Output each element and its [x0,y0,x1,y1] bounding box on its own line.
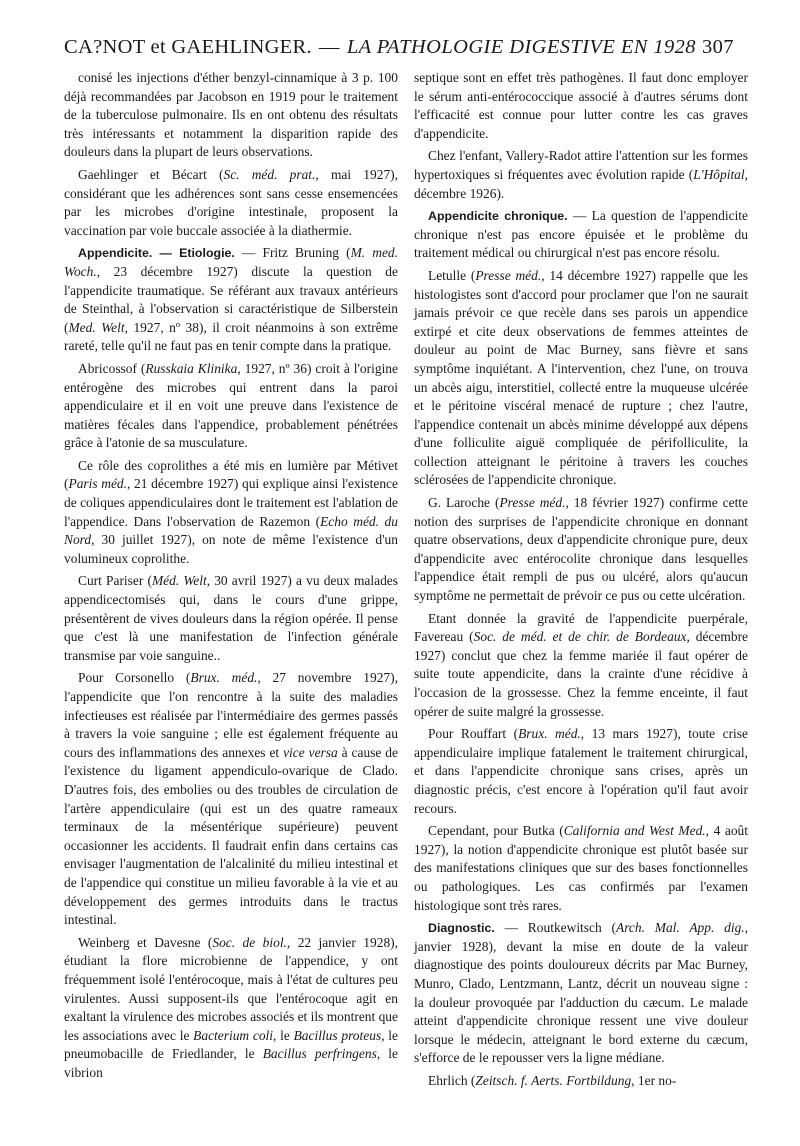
paragraph-text: , décembre 1926). [414,166,748,201]
paragraph-text: Ce rôle des coprolithes a été mis en lumière par Métivet ( [64,457,398,492]
paragraph [64,69,398,162]
paragraph [414,207,748,263]
paragraph-text: Weinberg et Davesne ( [78,934,213,950]
paragraph [414,919,748,1068]
paragraph-text: Pour Rouffart ( [428,726,519,742]
paragraph-text: Chez l'enfant, Vallery-Radot attire l'attention sur les formes hypertoxiques si fréquentes avec évolution rapide ( [414,148,748,182]
right-column [414,69,748,1090]
citation-source: Paris méd. [68,476,128,492]
citation-source: California and West Med. [563,823,706,839]
paragraph-text: , 23 décembre 1927) discute la question de l'appendicite traumatique. Se référant aux travaux antérieurs de Steinthal, à l'observation si caractéristique de Silberstein ( [64,263,398,335]
paragraph [414,822,748,915]
citation-source: vice versa [283,744,338,760]
paragraph [64,360,398,453]
paragraph-text: , 13 mars 1927), toute crise appendiculaire implique fatalement le traitement chirurgical, et dans l'appendicite chronique sans crises, après un diagnostic précis, c'est encore à l'opération qu'il faut avoir recours. [414,726,748,816]
paragraph [64,166,398,240]
paragraph [414,494,748,606]
citation-source: Brux. méd. [518,726,581,742]
paragraph-text: Curt Pariser ( [78,573,152,589]
paragraph-text: Ehrlich ( [428,1072,476,1088]
paragraph-text: , 30 juillet 1927), on note de même l'existence d'un volumineux coprolithe. [64,532,398,566]
paragraph-text: — Fritz Bruning ( [234,245,351,261]
header-dash: — [318,36,340,58]
paragraph-text: , janvier 1928), devant la mise en doute de la valeur diagnostique des points douloureux décrits par Mac Burney, Munro, Clado, Lentzmann, Lantz, décrit un nouveau signe : la douleur provoquée par l'adduction du cæcum. Le malade atteint d'appendicite chronique ressent une vive douleur lorsque le médecin, atteignant le bord externe du cæcum, s'efforce de le repousser vers la ligne médiane. [414,920,749,1066]
citation-source: M. med. Woch. [64,245,398,279]
paragraph-text: , 4 août 1927), la notion d'appendicite chronique est plutôt basée sur des manifestations cliniques que sur des bases fonctionnelles ou pathologiques. Les cas confirmés par l'examen histologique sont très rares. [414,823,749,913]
paragraph-text: , 1er no- [631,1072,677,1088]
paragraph [64,934,398,1083]
paragraph-text: Abricossof ( [78,360,146,376]
section-heading: Appendicite chronique. [428,209,568,224]
paragraph-text: , 18 février 1927) confirme cette notion des surprises de l'appendicite chronique en donnant quatre observations, deux d'appendicite chronique pure, deux d'appendicite avec entérocolite chronique dans lesquelles l'appendice était rempli de pus ou ulcéré, alors qu'aucun symptôme ne permettait de prévoir ce pus ou cette ulcération. [414,495,748,604]
paragraph-text: , décembre 1927) conclut que chez la femme mariée il faut opérer de suite toute appendicite, dans la crainte d'une récidive à l'occasion de la grossesse. Chez la femme enceinte, il faut opérer de suite malgré la grossesse. [414,629,749,719]
citation-source: Russkaia Klinika [145,360,238,376]
paragraph-text: , 1927, nº 38), il croit néanmoins à son extrême rareté, telle qu'il ne faut pas en tenir compte dans la pratique. [64,319,398,354]
paragraph [414,610,748,722]
paragraph-text: Letulle ( [428,267,476,283]
citation-source: Bacillus proteus [293,1027,382,1043]
paragraph-text: G. Laroche ( [428,495,500,511]
citation-source: Soc. de méd. et de chir. de Bordeaux [473,629,687,645]
paragraph [64,669,398,929]
citation-source: Echo méd. du Nord [64,513,398,548]
page-number: 307 [701,36,734,58]
running-header [64,36,748,66]
citation-source: Sc. méd. prat. [223,166,316,182]
paragraph-text: , 22 janvier 1928), étudiant la flore microbienne de l'appendice, y ont fréquemment isolé l'entérocoque, mais à l'état de cultures peu virulentes. Aussi supposent-ils que l'entérocoque agit en exaltant la virulence des microbes associés et ils montrent que les associations avec le [64,934,398,1043]
paragraph-text: , le [273,1027,294,1043]
paragraph-text: , 1927, nº 36) croit à l'origine entérogène des microbes qui entrent dans la paroi appendiculaire et il en voit une preuve dans l'existence de matières fécales dans l'appendice, probablement pénétrées grâce à l'atonie de sa musculature. [64,360,398,451]
citation-source: Presse méd. [475,267,542,283]
paragraph-text: , le pneumobacille de Friedlander, le [64,1027,398,1062]
citation-source: Presse méd. [499,495,566,511]
paragraph [414,267,748,490]
section-heading: Diagnostic. [428,921,495,936]
citation-source: Bacterium coli [193,1027,274,1043]
paragraph [64,572,398,665]
paragraph-text: Cependant, pour Butka ( [428,823,564,839]
paragraph-text: Gaehlinger et Bécart ( [78,166,224,182]
citation-source: Méd. Welt [151,573,207,589]
paragraph-text: , 27 novembre 1927), l'appendicite que l'on rencontre à la suite des maladies infectieuses est réalisée par l'intermédiaire des germes passés à travers la voie sanguine ; elle est également fréquente au cours des inflammations des annexes et [64,670,398,760]
paragraph-text: septique sont en effet très pathogènes. Il faut donc employer le sérum anti-entérococcique associé à d'autres sérums dont l'efficacité est connue pour lutter contre les cas graves d'appendicite. [414,70,748,141]
paragraph-text: — La question de l'appendicite chronique n'est pas encore épuisée et le problème du traitement médical ou chirurgical n'est pas encore résolu. [414,208,748,261]
paragraph-text: , 21 décembre 1927) qui explique ainsi l'existence de coliques appendiculaires dont le traitement est l'ablation de l'appendice. Dans l'observation de Razemon ( [64,476,398,529]
citation-source: Bacillus perfringens [262,1046,377,1062]
citation-source: L'Hôpital [693,166,745,182]
header-title: LA PATHOLOGIE DIGESTIVE EN 1928 [346,36,696,58]
left-column [64,69,398,1082]
paragraph [64,244,398,356]
paragraph [414,1072,748,1091]
paragraph-text: , 30 avril 1927) a vu deux malades appendicectomisés qui, dans le cours d'une grippe, présentèrent de vives douleurs dans la région opérée. Il pense que c'est là une manifestation de l'infection générale transmise par voie sanguine.. [64,573,398,663]
citation-source: Arch. Mal. App. dig. [615,920,745,936]
paragraph-text: , mai 1927), considérant que les adhérences sont sans cesse ensemencées par les microbes d'origine intestinale, proposent la vaccination par voie buccale associée à la diathermie. [64,166,398,238]
paragraph-text: , 14 décembre 1927) rappelle que les histologistes sont d'accord pour proclamer que l'on ne saurait jamais prévoir ce que recèle dans ses parois un appendice extirpé et cite deux observations de femmes atteintes de douleur au point de Mac Burney, sans fièvre et sans symptôme inquiétant. A l'intervention, chez l'une, on trouva un abcès aigu, interstitiel, collecté entre la muqueuse ulcérée et le péritoine viscéral menacé de rupture ; chez l'autre, l'appendice contenait un abcès minime développé aux dépens d'une folliculite aiguë compliquée de périfolliculite, la collection atteignant le péritoine à travers les couches sclérosées de l'appendicite chronique. [414,267,749,488]
paragraph-text: conisé les injections d'éther benzyl-cinnamique à 3 p. 100 déjà recommandées par Jacobson en 1919 pour le traitement de la tuberculose pulmonaire. Ils en ont obtenu des résultats très intéressants et notamment la disparition rapide des douleurs dans la plupart de leurs observations. [64,70,398,160]
paragraph-text: Etant donnée la gravité de l'appendicite puerpérale, Favereau ( [414,610,748,645]
paragraph [414,725,748,818]
paragraph-text: — Routkewitsch ( [494,920,616,936]
paragraph [414,147,748,203]
citation-source: Zeitsch. f. Aerts. Fortbildung [475,1072,632,1088]
citation-source: Soc. de biol. [212,934,287,950]
paragraph-text: , le vibrion [64,1046,398,1080]
citation-source: Brux. méd. [190,670,258,686]
citation-source: Med. Welt [68,319,125,335]
paragraph [64,457,398,569]
paragraph-text: Pour Corsonello ( [78,670,191,686]
header-authors: CA?NOT et GAEHLINGER. [64,36,312,58]
section-heading: Appendicite. — Etiologie. [78,246,235,261]
paragraph [414,69,748,143]
paragraph-text: à cause de l'existence du ligament appendiculo-ovarique de Clado. D'autres fois, des embolies ou des troubles de circulation de l'artère appendiculaire (qui est un des quatre rameaux terminaux de la mésentérique supérieure) peuvent occasionner les accidents. Il faudrait enfin dans certains cas envisager l'augmentation de l'alcalinité du milieu intestinal et de l'appendice qui constitue un milieu favorable à la vie et au développement des germes introduits dans le tractus intestinal. [64,744,398,928]
